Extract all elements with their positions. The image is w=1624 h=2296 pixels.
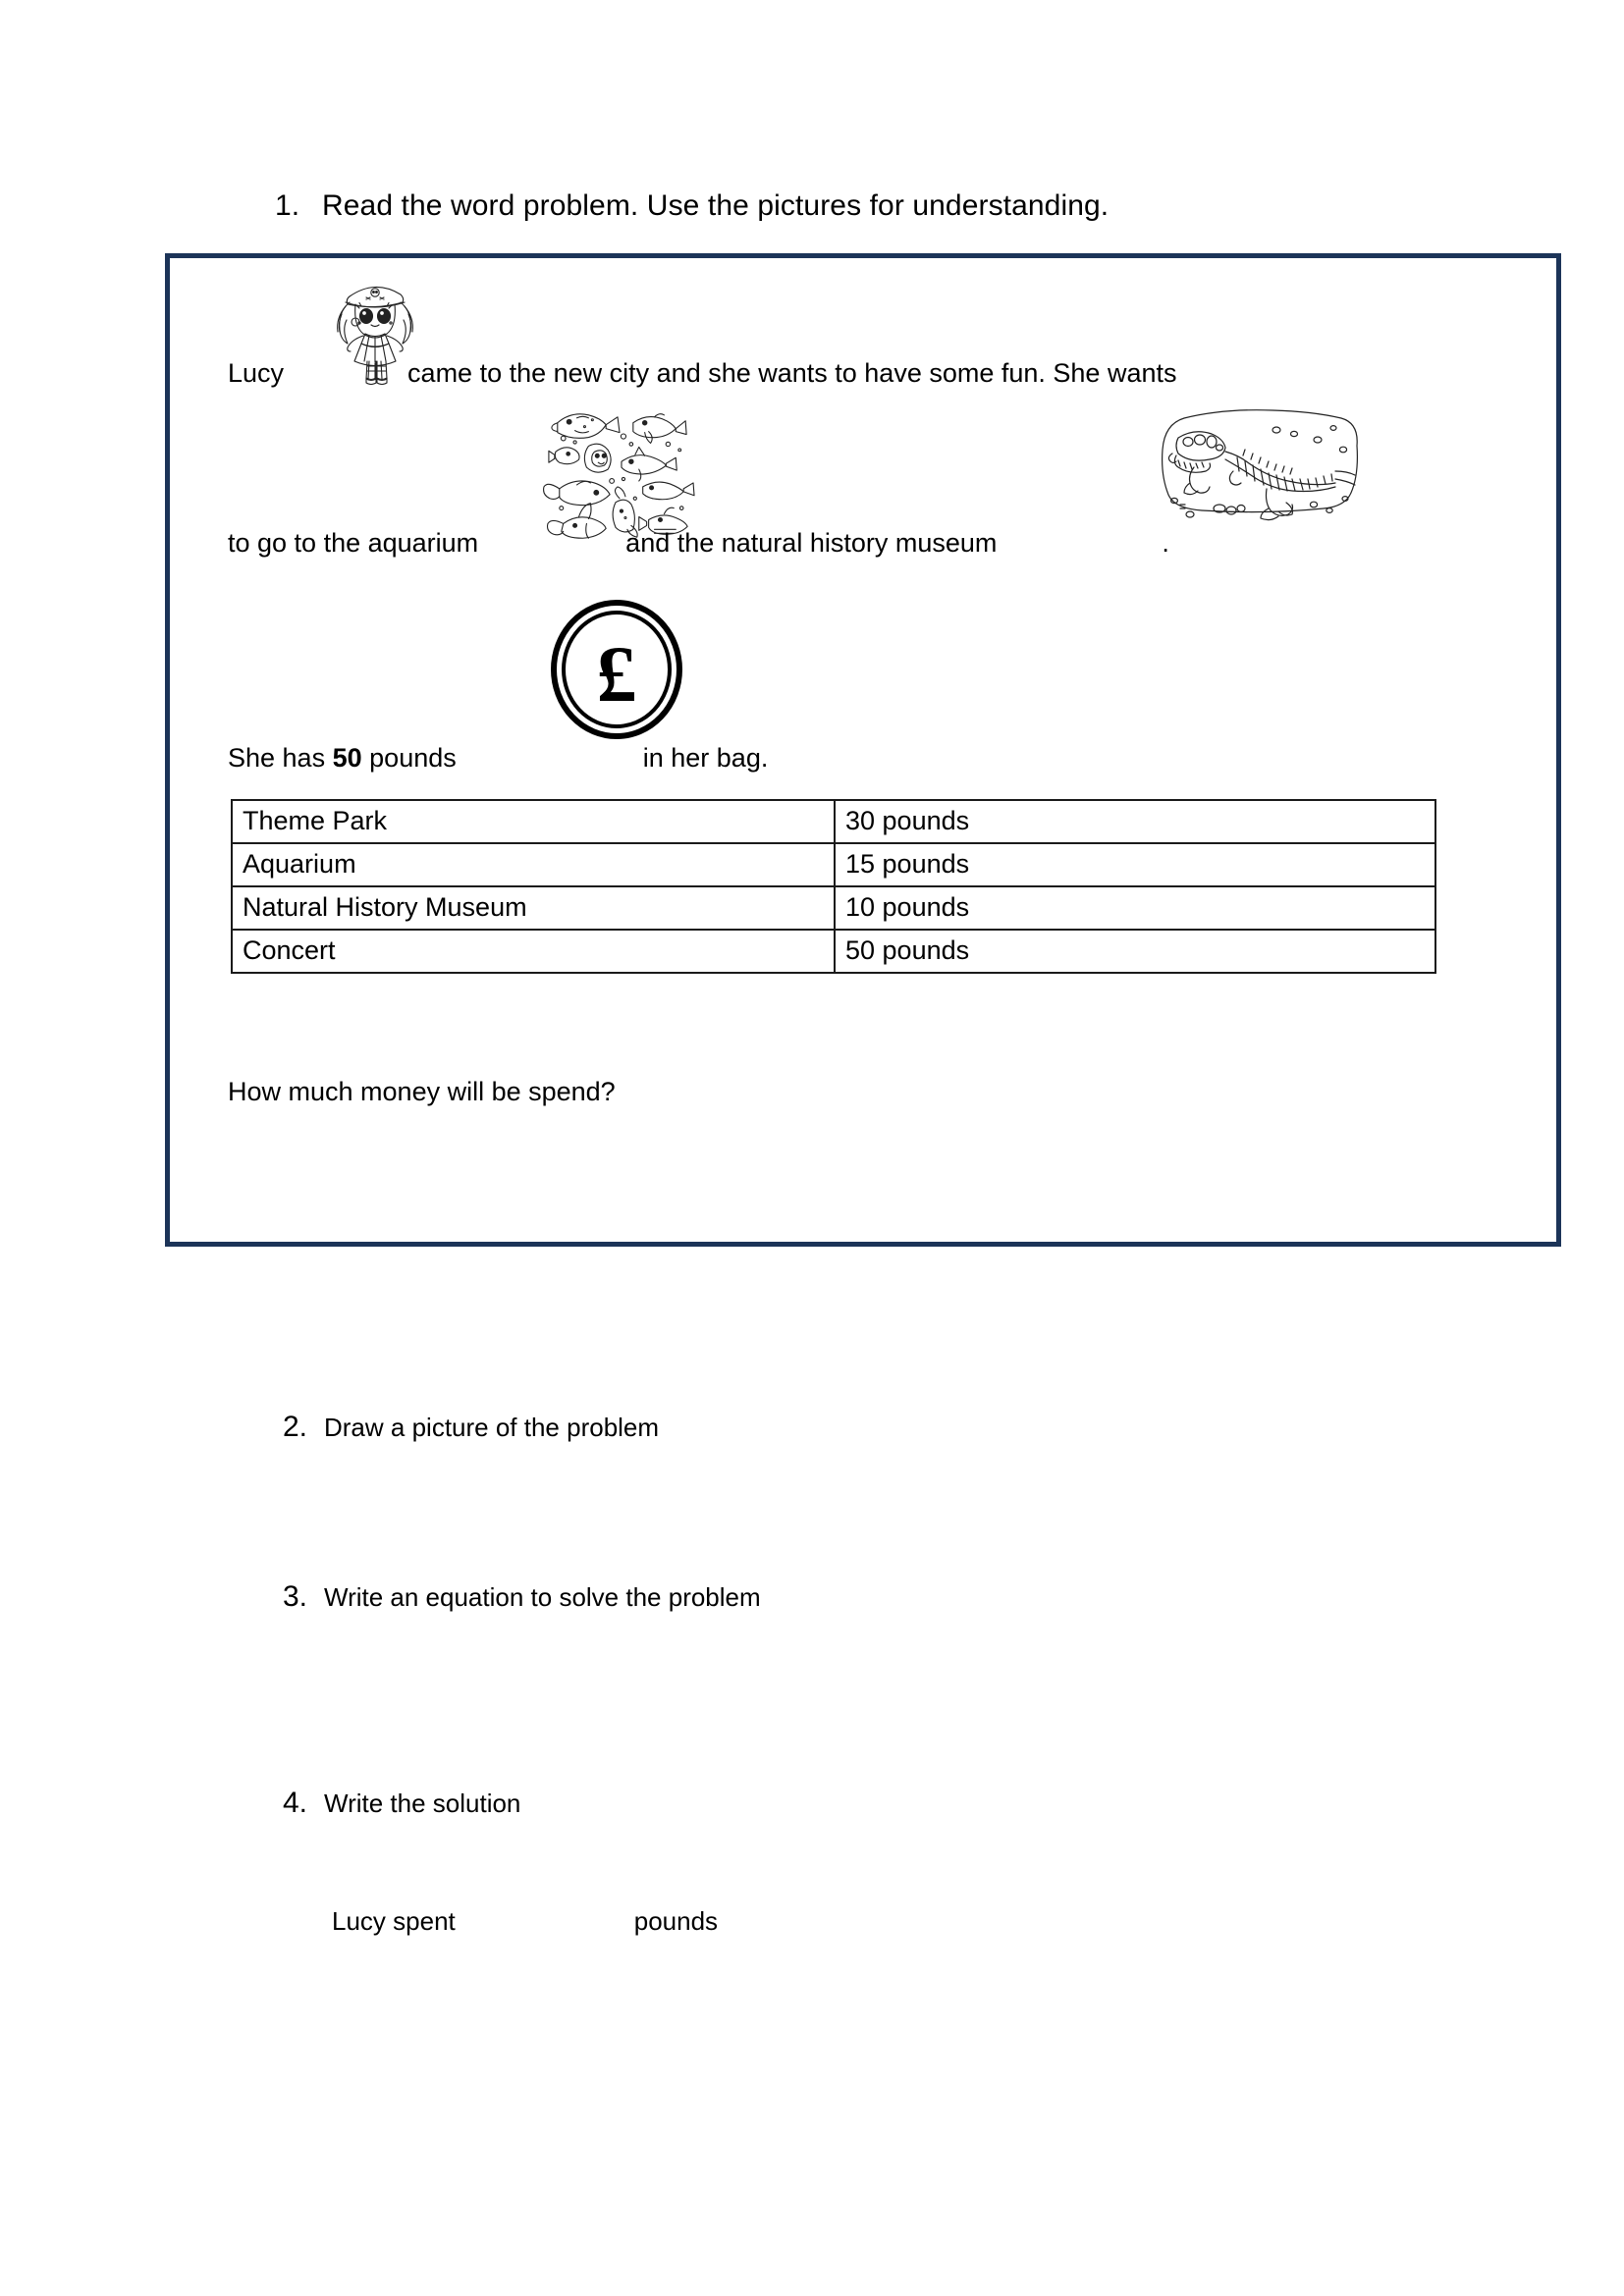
- activity-price: 10 pounds: [835, 886, 1435, 930]
- activity-price: 50 pounds: [835, 930, 1435, 973]
- activity-name: Aquarium: [232, 843, 835, 886]
- coin-pound-symbol: £: [596, 629, 637, 719]
- step-2-text: Draw a picture of the problem: [324, 1413, 660, 1442]
- activity-price: 15 pounds: [835, 843, 1435, 886]
- step-3-text: Write an equation to solve the problem: [324, 1582, 761, 1612]
- problem-money-line: [228, 741, 768, 774]
- step-3: [283, 1580, 761, 1614]
- activity-name: Concert: [232, 930, 835, 973]
- table-row: [232, 843, 1435, 886]
- money-unit: pounds: [369, 743, 457, 773]
- step-3-number: 3.: [283, 1580, 308, 1613]
- dinosaur-fossil-icon: [1151, 406, 1367, 526]
- answer-prefix: Lucy spent: [332, 1906, 456, 1936]
- problem-line-1-text: came to the new city and she wants to have some fun. She wants: [407, 358, 1177, 388]
- problem-line-2: [228, 526, 1169, 560]
- step-2: [283, 1411, 659, 1444]
- problem-line-1-name: Lucy: [228, 358, 285, 388]
- table-row: [232, 800, 1435, 843]
- step-4: [283, 1787, 520, 1820]
- step-1-heading: [275, 187, 1109, 226]
- money-text-suffix: in her bag.: [642, 743, 769, 773]
- step-2-number: 2.: [283, 1411, 308, 1443]
- answer-suffix: pounds: [633, 1906, 719, 1936]
- money-amount: 50: [332, 743, 362, 773]
- table-row: [232, 930, 1435, 973]
- problem-line-2-text-a: to go to the aquarium: [228, 528, 479, 558]
- money-text-prefix: She has: [228, 743, 326, 773]
- step-1-number: 1.: [275, 189, 300, 222]
- problem-line-2-text-b: and the natural history museum: [625, 528, 998, 558]
- step-4-text: Write the solution: [324, 1789, 521, 1818]
- problem-line-2-period: .: [1162, 528, 1169, 558]
- step-4-number: 4.: [283, 1787, 308, 1819]
- activity-name: Theme Park: [232, 800, 835, 843]
- table-row: [232, 886, 1435, 930]
- problem-line-1: [228, 356, 1176, 390]
- step-1-text: Read the word problem. Use the pictures for understanding.: [322, 189, 1110, 222]
- answer-sentence: [332, 1904, 718, 1938]
- pound-coin-icon: [544, 597, 689, 742]
- activity-price: 30 pounds: [835, 800, 1435, 843]
- activity-name: Natural History Museum: [232, 886, 835, 930]
- problem-question: How much money will be spend?: [228, 1077, 616, 1106]
- price-table: [231, 799, 1436, 974]
